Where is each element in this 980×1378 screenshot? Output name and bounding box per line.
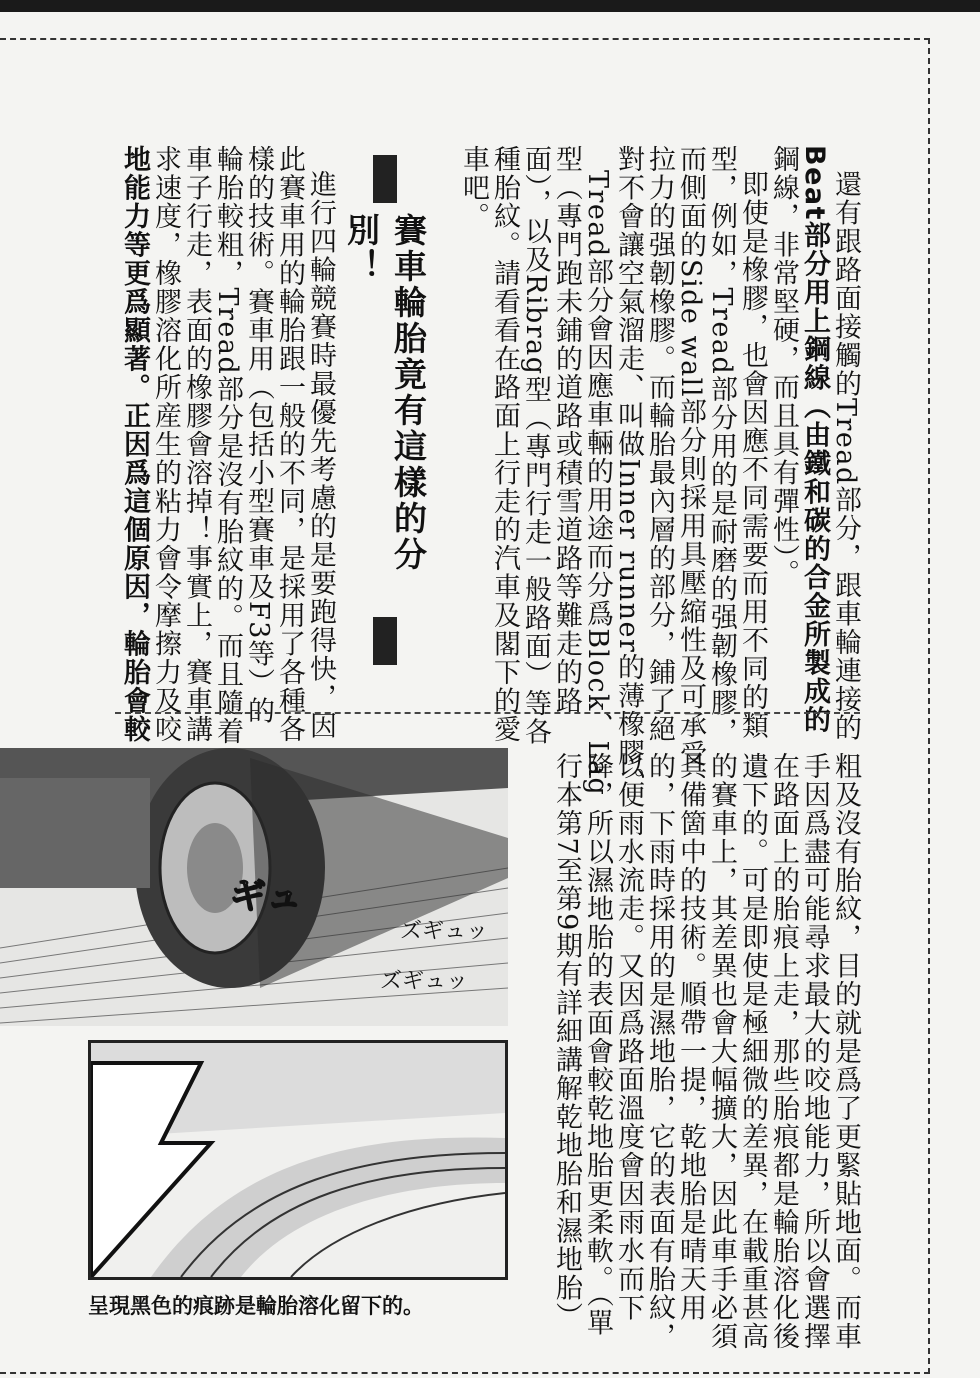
text-column: 輪胎較粗，Tread部分是沒有胎紋的。而且隨着 <box>212 145 243 746</box>
text-column: 遺下的。可是即使是極細微的差異，在載重甚高 <box>737 752 768 1351</box>
text-column: Beat部分用上鋼線（由鐵和碳的合金所製成的 <box>799 145 830 735</box>
sfx-text: ズギュッ <box>380 969 469 994</box>
manga-panel-tire <box>0 748 508 1026</box>
section-heading <box>342 145 428 675</box>
text-column: 地能力等更爲顯著。正因爲這個原因，輪胎會較 <box>119 145 150 744</box>
sfx-text: ズギュッ <box>400 919 489 944</box>
text-column: Tread部分會因應車輛的用途而分爲Block、Lag <box>582 170 613 797</box>
text-column: 型（專門跑未鋪的道路或積雪道路等難走的路 <box>551 145 582 715</box>
heading-bar <box>373 617 397 665</box>
text-column: 型，例如，Tread部分用的是耐磨的强韌橡膠， <box>706 145 737 746</box>
heading-text: 賽車輪胎竟有這樣的分別！ <box>342 212 428 573</box>
top-border-bar <box>0 0 980 12</box>
text-column: 對不會讓空氣溜走、叫做Inner runner的薄橡膠。 <box>613 145 644 796</box>
text-column: 樣的技術。賽車用（包括小型賽車及F3等）的 <box>243 145 274 726</box>
heading-bar <box>373 155 397 203</box>
text-column: 拉力的强韌橡膠。而輪胎最內層的部分，鋪了絕 <box>644 145 675 744</box>
manga-panel-track <box>88 1040 508 1280</box>
sfx-text: ギュ <box>230 876 303 917</box>
text-column: 降，所以濕地胎的表面會較乾地胎更柔軟。（單 <box>582 752 613 1337</box>
text-column: 還有跟路面接觸的Tread部分，跟車輪連接的 <box>830 170 861 743</box>
text-column: 手因爲盡可能尋求最大的咬地能力，所以會選擇 <box>799 752 830 1351</box>
text-column: 進行四輪競賽時最優先考慮的是要跑得快，因 <box>305 170 336 740</box>
text-column: 以便雨水流走。又因爲路面溫度會因雨水而下 <box>613 752 644 1322</box>
text-column: 而側面的Side wall部分則採用具壓縮性及可承受 <box>675 145 706 769</box>
text-column: 的賽車上，其差異也會大幅擴大，因此車手必須 <box>706 752 737 1351</box>
text-column: 求速度，橡膠溶化所産生的粘力會令摩擦力及咬 <box>150 145 181 744</box>
track-illustration <box>91 1043 505 1277</box>
text-column: 即使是橡膠，也會因應不同需要而用不同的類 <box>737 170 768 740</box>
text-column: 車子行走，表面的橡膠會溶掉！事實上，賽車講 <box>181 145 212 744</box>
image-caption: 呈現黑色的痕跡是輪胎溶化留下的。 <box>88 1294 424 1318</box>
text-column: 面），以及Ribrag型（專門行走一般路面）等各 <box>520 145 551 747</box>
section-divider <box>115 712 860 714</box>
text-column: 鋼線，非常堅硬，而且具有彈性）。 <box>768 145 799 588</box>
text-column: 車吧。 <box>458 145 489 231</box>
text-column: 具備箇中的技術。順帶一提，乾地胎是晴天用 <box>675 752 706 1322</box>
text-column: 的，下雨時採用的是濕地胎，它的表面有胎紋， <box>644 752 675 1351</box>
text-column: 此賽車用的輪胎跟一般的不同，是採用了各種各 <box>274 145 305 744</box>
tire-illustration <box>0 748 508 1026</box>
text-column: 粗及沒有胎紋，目的就是爲了更緊貼地面。而車 <box>830 752 861 1351</box>
text-column: 行本第7至第9期有詳細講解乾地胎和濕地胎） <box>551 752 582 1331</box>
text-column: 在路面上的胎痕上走，那些胎痕都是輪胎溶化後 <box>768 752 799 1351</box>
text-column: 種胎紋。請看看在路面上行走的汽車及閣下的愛 <box>489 145 520 744</box>
